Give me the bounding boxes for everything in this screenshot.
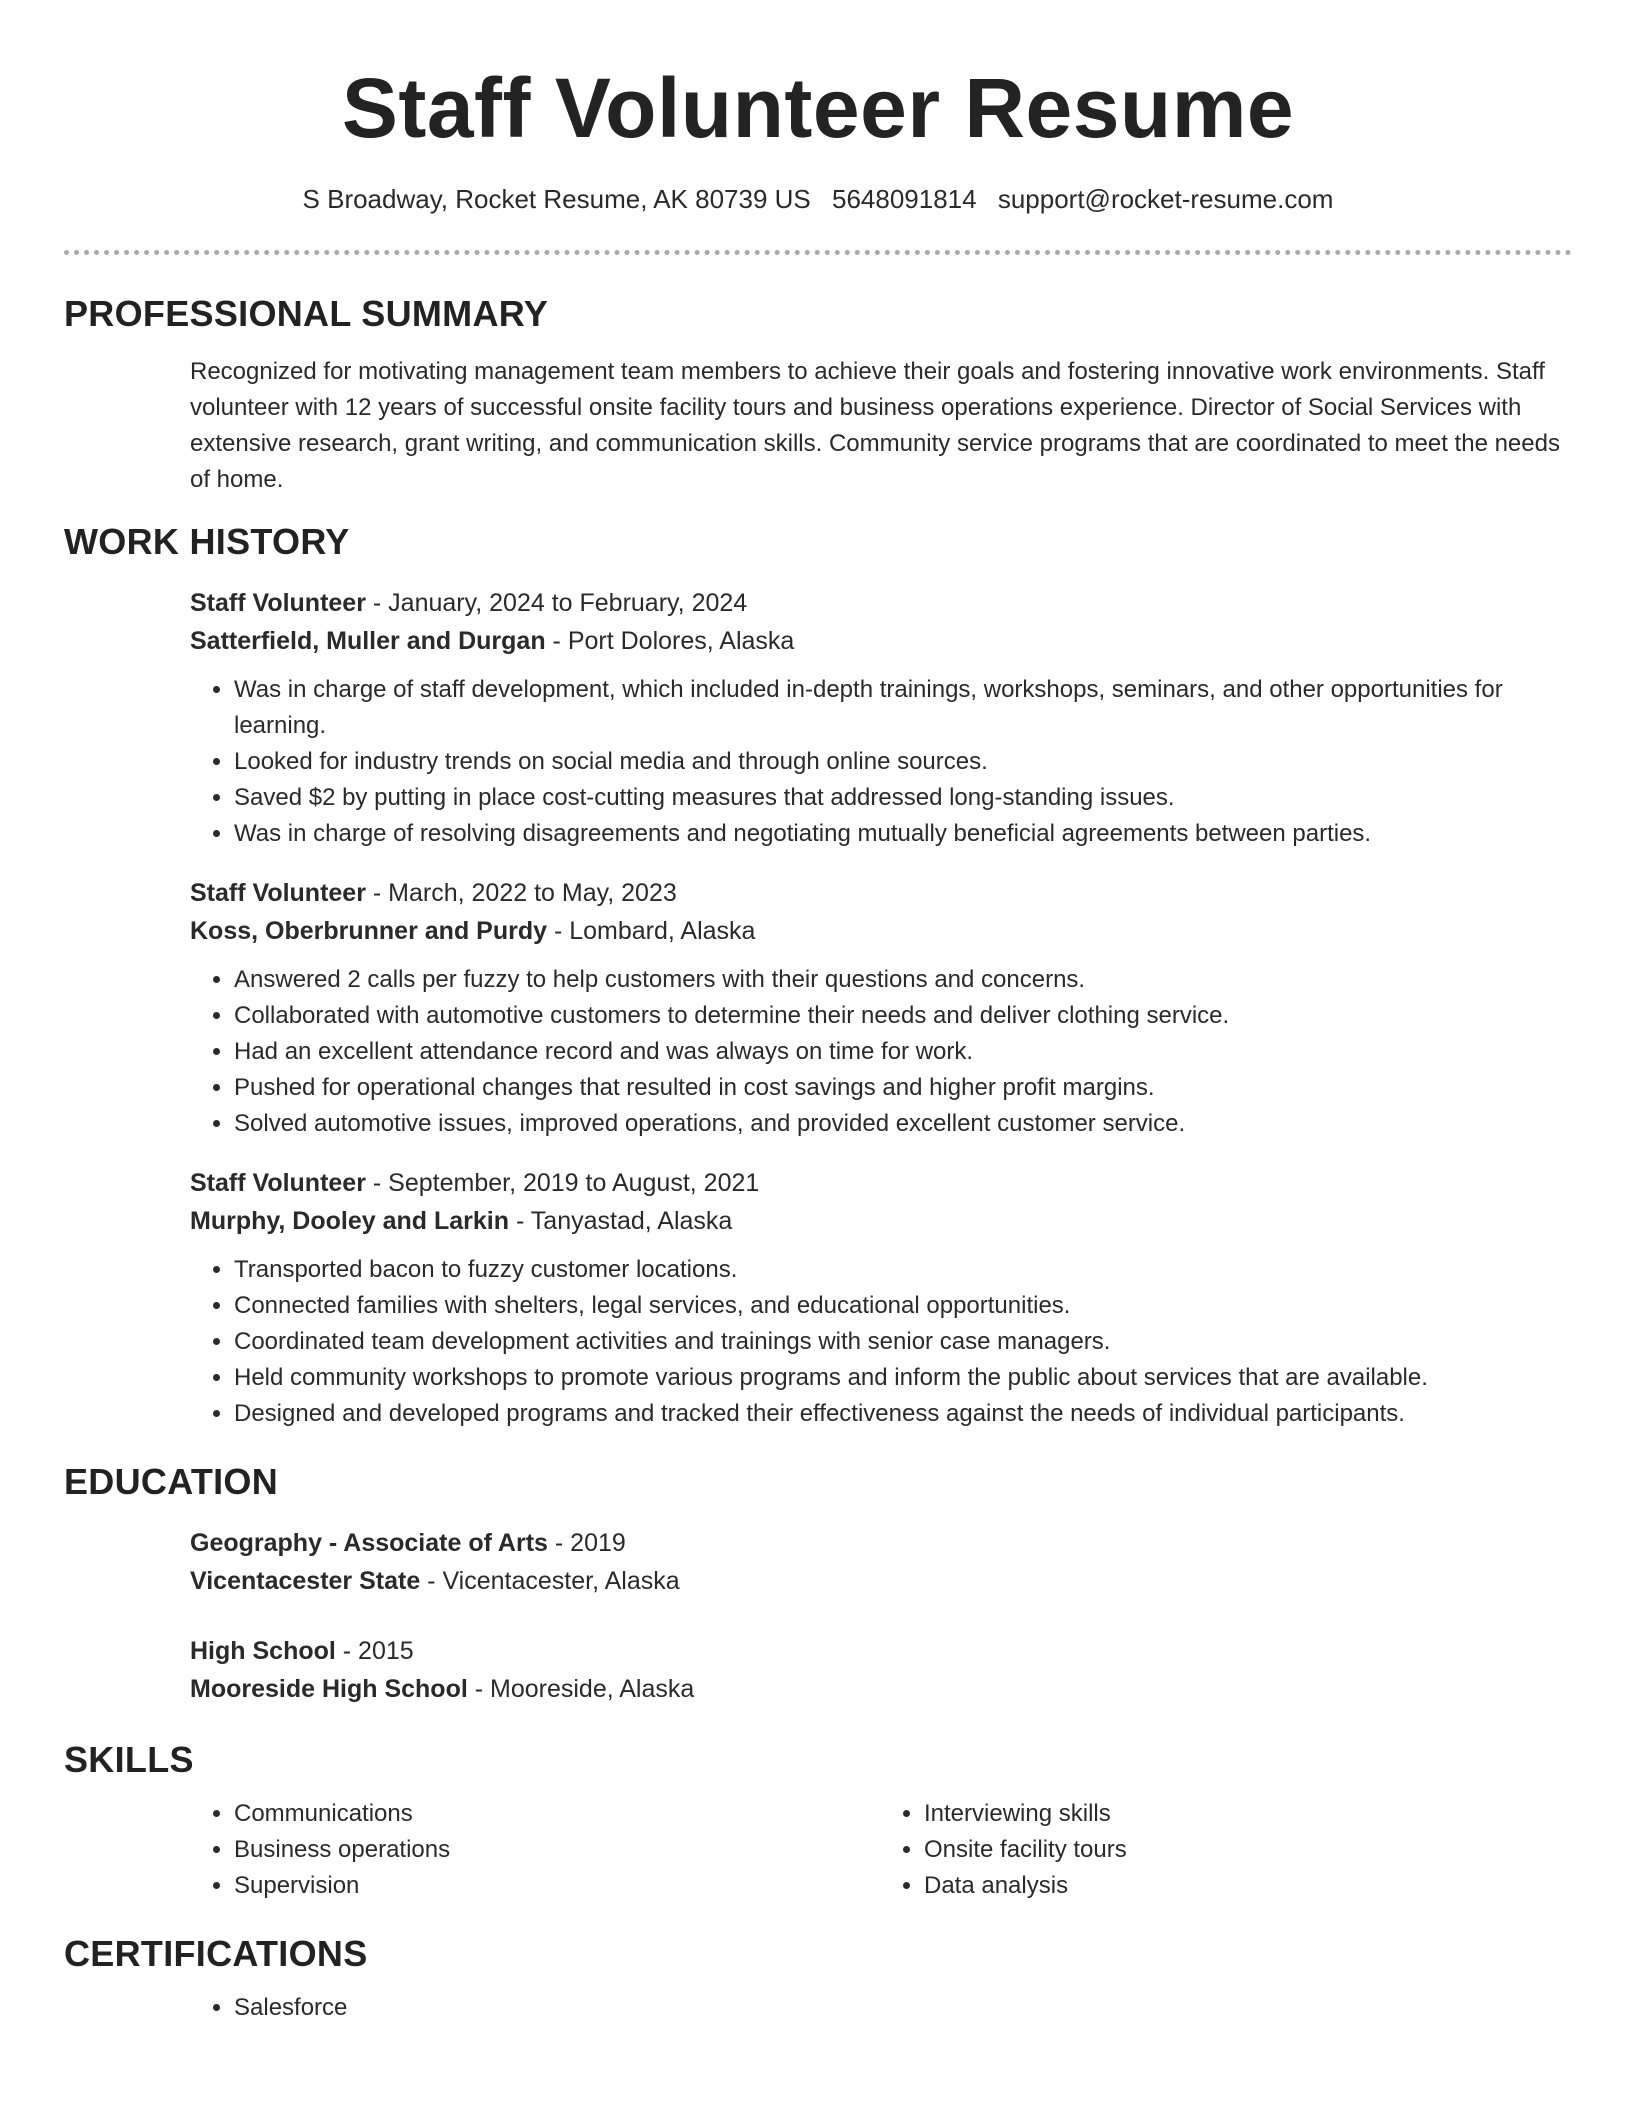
job-company-line [190, 912, 1572, 950]
education-school-line [190, 1670, 1572, 1708]
list-item: • Designed and developed programs and tracked their effectiveness against the needs of individual participants. [234, 1396, 1574, 1432]
list-item: • Connected families with shelters, legal services, and educational opportunities. [234, 1288, 1574, 1324]
job-company-line [190, 622, 1572, 660]
job-company-line [190, 1202, 1572, 1240]
contact-phone: 5648091814 [831, 184, 977, 214]
job-title-line [190, 874, 1572, 912]
job-entry [190, 584, 1572, 852]
certifications-heading: CERTIFICATIONS [64, 1933, 368, 1974]
summary-heading: PROFESSIONAL SUMMARY [64, 293, 549, 334]
education-degree-line [190, 1632, 1572, 1670]
education-location: - Mooreside, Alaska [467, 1675, 695, 1703]
education-degree: High School [190, 1637, 336, 1665]
list-item: • Salesforce [234, 1990, 1574, 2026]
job-title: Staff Volunteer [190, 879, 366, 907]
list-item: • Saved $2 by putting in place cost-cutting measures that addressed long-standing issues. [234, 780, 1574, 816]
contact-email: support@rocket-resume.com [997, 184, 1334, 214]
page-title: Staff Volunteer Resume [341, 61, 1295, 155]
job-title: Staff Volunteer [190, 1169, 366, 1197]
education-school: Mooreside High School [190, 1675, 468, 1703]
education-location: - Vicentacester, Alaska [420, 1567, 680, 1595]
job-title-line [190, 584, 1572, 622]
education-section [64, 1458, 1572, 1708]
job-location: - Port Dolores, Alaska [545, 627, 795, 655]
job-dates: - March, 2022 to May, 2023 [365, 879, 677, 907]
job-dates: - September, 2019 to August, 2021 [365, 1169, 760, 1197]
list-item: • Was in charge of resolving disagreements and negotiating mutually beneficial agreements between parties. [234, 816, 1574, 852]
education-heading: EDUCATION [64, 1461, 279, 1502]
skills-heading: SKILLS [64, 1739, 194, 1780]
list-item: • Was in charge of staff development, which included in-depth trainings, workshops, seminars, and other opportunities for learning. [234, 672, 1574, 744]
list-item: • Onsite facility tours [924, 1832, 1570, 1868]
skills-section [64, 1736, 1572, 1904]
list-item: • Coordinated team development activities and trainings with senior case managers. [234, 1324, 1574, 1360]
list-item: • Supervision [234, 1868, 880, 1904]
job-bullets [190, 1252, 1574, 1432]
education-year: - 2015 [335, 1637, 414, 1665]
list-item: • Business operations [234, 1832, 880, 1868]
list-item: • Interviewing skills [924, 1796, 1570, 1832]
list-item: • Pushed for operational changes that resulted in cost savings and higher profit margins. [234, 1070, 1574, 1106]
resume-content [64, 290, 1572, 2026]
skills-list-right [880, 1796, 1570, 1904]
job-location: - Tanyastad, Alaska [509, 1207, 733, 1235]
list-item: • Communications [234, 1796, 880, 1832]
certifications-list [190, 1990, 1574, 2026]
list-item: • Held community workshops to promote various programs and inform the public about services that are available. [234, 1360, 1574, 1396]
job-title: Staff Volunteer [190, 589, 366, 617]
skills-list-left [190, 1796, 880, 1904]
summary-section [64, 290, 1572, 498]
list-item: • Collaborated with automotive customers to determine their needs and deliver clothing service. [234, 998, 1574, 1034]
list-item: • Answered 2 calls per fuzzy to help customers with their questions and concerns. [234, 962, 1574, 998]
list-item: • Solved automotive issues, improved operations, and provided excellent customer service. [234, 1106, 1574, 1142]
contact-address: S Broadway, Rocket Resume, AK 80739 US [302, 184, 811, 214]
job-company: Koss, Oberbrunner and Purdy [190, 917, 548, 945]
job-bullets [190, 962, 1574, 1142]
job-entry [190, 1164, 1572, 1432]
education-degree-line [190, 1524, 1572, 1562]
education-entry [190, 1524, 1572, 1600]
work-history-section [64, 518, 1572, 1432]
education-school: Vicentacester State [190, 1567, 421, 1595]
work-history-heading: WORK HISTORY [64, 521, 350, 562]
job-location: - Lombard, Alaska [547, 917, 756, 945]
education-degree: Geography - Associate of Arts [190, 1529, 548, 1557]
job-title-line [190, 1164, 1572, 1202]
education-school-line [190, 1562, 1572, 1600]
job-dates: - January, 2024 to February, 2024 [365, 589, 748, 617]
list-item: • Transported bacon to fuzzy customer locations. [234, 1252, 1574, 1288]
contact-line [64, 182, 1572, 216]
skills-grid [190, 1796, 1570, 1904]
header-divider [64, 250, 1572, 255]
resume-page [64, 0, 1572, 2021]
education-entry [190, 1632, 1572, 1708]
summary-text: Recognized for motivating management team members to achieve their goals and fostering innovative work environments. Staff volunteer with 12 years of successful onsite facility tours and business operations experience. Director of Social Services with extensive research, grant writing, and communication skills. Community service programs that are coordinated to meet the needs of home. [190, 358, 1560, 493]
job-bullets [190, 672, 1574, 852]
job-company: Satterfield, Muller and Durgan [190, 627, 546, 655]
list-item: • Data analysis [924, 1868, 1570, 1904]
education-year: - 2019 [547, 1529, 626, 1557]
job-company: Murphy, Dooley and Larkin [190, 1207, 510, 1235]
job-entry [190, 874, 1572, 1142]
list-item: • Had an excellent attendance record and was always on time for work. [234, 1034, 1574, 1070]
certifications-section [64, 1930, 1572, 2026]
list-item: • Looked for industry trends on social media and through online sources. [234, 744, 1574, 780]
